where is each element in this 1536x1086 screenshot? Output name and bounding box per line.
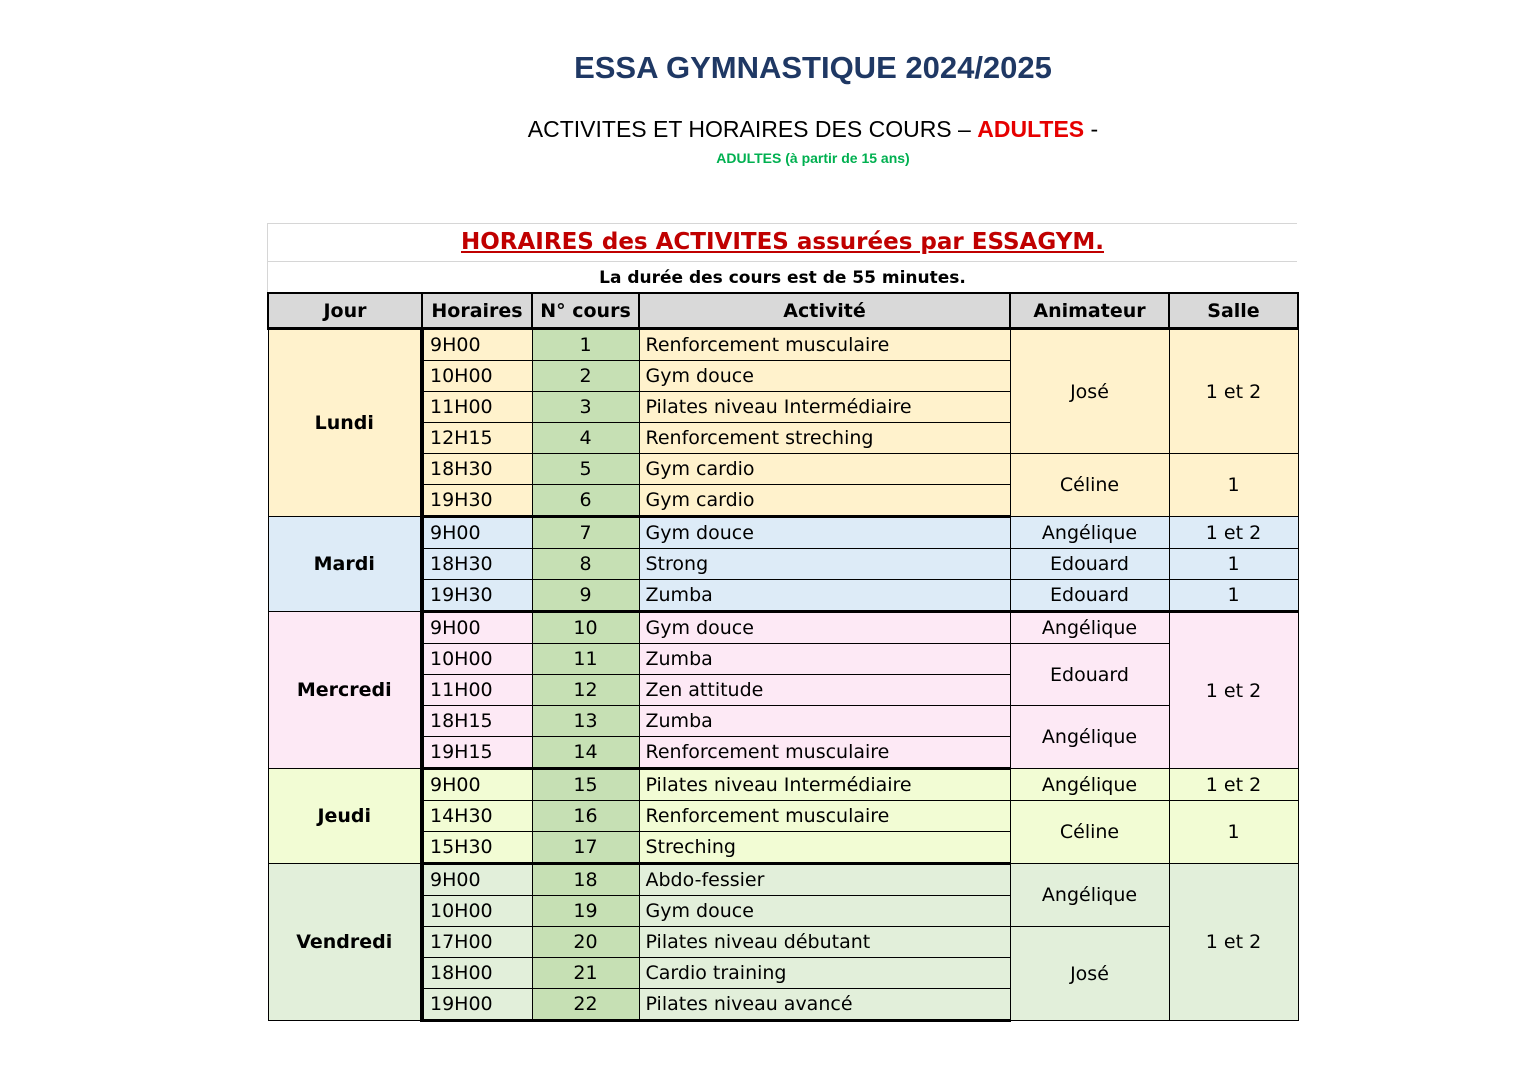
course-number-cell: 15 xyxy=(532,769,639,801)
time-cell: 10H00 xyxy=(422,896,532,927)
activity-cell: Strong xyxy=(639,549,1010,580)
table-row xyxy=(268,612,1298,644)
animateur-cell: Edouard xyxy=(1010,644,1169,706)
course-number-cell: 12 xyxy=(532,675,639,706)
table-row xyxy=(268,454,1298,485)
course-number-cell: 4 xyxy=(532,423,639,454)
day-cell: Mercredi xyxy=(268,612,422,769)
table-row xyxy=(268,329,1298,361)
salle-cell: 1 et 2 xyxy=(1169,864,1298,1021)
table-header-row xyxy=(268,293,1298,329)
column-header-num-cours: N° cours xyxy=(532,293,639,329)
time-cell: 18H30 xyxy=(422,454,532,485)
column-header-salle: Salle xyxy=(1169,293,1298,329)
animateur-cell: Angélique xyxy=(1010,769,1169,801)
salle-cell: 1 xyxy=(1169,549,1298,580)
activity-cell: Gym cardio xyxy=(639,454,1010,485)
column-header-jour: Jour xyxy=(268,293,422,329)
course-number-cell: 13 xyxy=(532,706,639,737)
activity-cell: Gym cardio xyxy=(639,485,1010,517)
schedule-body xyxy=(268,329,1298,1021)
course-number-cell: 7 xyxy=(532,517,639,549)
activity-cell: Gym douce xyxy=(639,612,1010,644)
animateur-cell: Edouard xyxy=(1010,580,1169,612)
time-cell: 11H00 xyxy=(422,392,532,423)
activity-cell: Gym douce xyxy=(639,896,1010,927)
course-number-cell: 3 xyxy=(532,392,639,423)
subtitle-prefix: ACTIVITES ET HORAIRES DES COURS – xyxy=(527,116,978,142)
activity-cell: Gym douce xyxy=(639,517,1010,549)
subtitle-highlight: ADULTES xyxy=(977,116,1085,142)
time-cell: 14H30 xyxy=(422,801,532,832)
course-number-cell: 17 xyxy=(532,832,639,864)
subtitle-suffix: - xyxy=(1084,116,1099,142)
column-header-animateur: Animateur xyxy=(1010,293,1169,329)
table-row xyxy=(268,706,1298,737)
animateur-cell: Angélique xyxy=(1010,612,1169,644)
page-title: ESSA GYMNASTIQUE 2024/2025 xyxy=(574,50,1052,85)
activity-cell: Zumba xyxy=(639,644,1010,675)
age-note: ADULTES (à partir de 15 ans) xyxy=(716,150,910,166)
time-cell: 19H15 xyxy=(422,737,532,769)
table-row xyxy=(268,549,1298,580)
time-cell: 12H15 xyxy=(422,423,532,454)
salle-cell: 1 xyxy=(1169,454,1298,517)
sheet-heading: HORAIRES des ACTIVITES assurées par ESSAGYM. xyxy=(461,229,1104,255)
table-row xyxy=(268,517,1298,549)
activity-cell: Abdo-fessier xyxy=(639,864,1010,896)
course-number-cell: 16 xyxy=(532,801,639,832)
activity-cell: Streching xyxy=(639,832,1010,864)
animateur-cell: Angélique xyxy=(1010,706,1169,769)
salle-cell: 1 et 2 xyxy=(1169,612,1298,769)
activity-cell: Zen attitude xyxy=(639,675,1010,706)
day-cell: Mardi xyxy=(268,517,422,612)
sheet-heading-row xyxy=(267,223,1297,262)
time-cell: 18H15 xyxy=(422,706,532,737)
time-cell: 9H00 xyxy=(422,612,532,644)
animateur-cell: Céline xyxy=(1010,801,1169,864)
salle-cell: 1 et 2 xyxy=(1169,329,1298,454)
activity-cell: Pilates niveau Intermédiaire xyxy=(639,392,1010,423)
time-cell: 10H00 xyxy=(422,644,532,675)
time-cell: 9H00 xyxy=(422,329,532,361)
course-number-cell: 19 xyxy=(532,896,639,927)
course-number-cell: 14 xyxy=(532,737,639,769)
activity-cell: Renforcement musculaire xyxy=(639,329,1010,361)
schedule-table xyxy=(267,292,1299,1022)
salle-cell: 1 et 2 xyxy=(1169,769,1298,801)
table-row xyxy=(268,927,1298,958)
day-cell: Lundi xyxy=(268,329,422,517)
day-cell: Jeudi xyxy=(268,769,422,864)
course-number-cell: 9 xyxy=(532,580,639,612)
time-cell: 11H00 xyxy=(422,675,532,706)
course-number-cell: 18 xyxy=(532,864,639,896)
table-row xyxy=(268,801,1298,832)
course-number-cell: 8 xyxy=(532,549,639,580)
salle-cell: 1 xyxy=(1169,801,1298,864)
activity-cell: Zumba xyxy=(639,706,1010,737)
activity-cell: Renforcement musculaire xyxy=(639,801,1010,832)
activity-cell: Cardio training xyxy=(639,958,1010,989)
table-row xyxy=(268,580,1298,612)
time-cell: 18H30 xyxy=(422,549,532,580)
activity-cell: Pilates niveau Intermédiaire xyxy=(639,769,1010,801)
course-number-cell: 6 xyxy=(532,485,639,517)
activity-cell: Renforcement musculaire xyxy=(639,737,1010,769)
time-cell: 19H30 xyxy=(422,580,532,612)
course-number-cell: 22 xyxy=(532,989,639,1021)
page-subtitle xyxy=(0,116,1536,143)
animateur-cell: José xyxy=(1010,329,1169,454)
column-header-activite: Activité xyxy=(639,293,1010,329)
activity-cell: Gym douce xyxy=(639,361,1010,392)
course-number-cell: 21 xyxy=(532,958,639,989)
time-cell: 19H00 xyxy=(422,989,532,1021)
column-header-horaires: Horaires xyxy=(422,293,532,329)
activity-cell: Pilates niveau avancé xyxy=(639,989,1010,1021)
course-number-cell: 2 xyxy=(532,361,639,392)
time-cell: 10H00 xyxy=(422,361,532,392)
course-number-cell: 10 xyxy=(532,612,639,644)
duration-note: La durée des cours est de 55 minutes. xyxy=(267,262,1297,292)
time-cell: 9H00 xyxy=(422,864,532,896)
animateur-cell: Angélique xyxy=(1010,864,1169,927)
time-cell: 17H00 xyxy=(422,927,532,958)
time-cell: 15H30 xyxy=(422,832,532,864)
animateur-cell: Céline xyxy=(1010,454,1169,517)
animateur-cell: Edouard xyxy=(1010,549,1169,580)
salle-cell: 1 xyxy=(1169,580,1298,612)
activity-cell: Zumba xyxy=(639,580,1010,612)
time-cell: 18H00 xyxy=(422,958,532,989)
animateur-cell: Angélique xyxy=(1010,517,1169,549)
animateur-cell: José xyxy=(1010,927,1169,1021)
course-number-cell: 20 xyxy=(532,927,639,958)
table-row xyxy=(268,644,1298,675)
time-cell: 9H00 xyxy=(422,517,532,549)
activity-cell: Renforcement streching xyxy=(639,423,1010,454)
time-cell: 19H30 xyxy=(422,485,532,517)
salle-cell: 1 et 2 xyxy=(1169,517,1298,549)
table-row xyxy=(268,769,1298,801)
course-number-cell: 11 xyxy=(532,644,639,675)
course-number-cell: 1 xyxy=(532,329,639,361)
table-row xyxy=(268,864,1298,896)
course-number-cell: 5 xyxy=(532,454,639,485)
activity-cell: Pilates niveau débutant xyxy=(639,927,1010,958)
day-cell: Vendredi xyxy=(268,864,422,1021)
schedule-sheet xyxy=(267,223,1297,1022)
time-cell: 9H00 xyxy=(422,769,532,801)
